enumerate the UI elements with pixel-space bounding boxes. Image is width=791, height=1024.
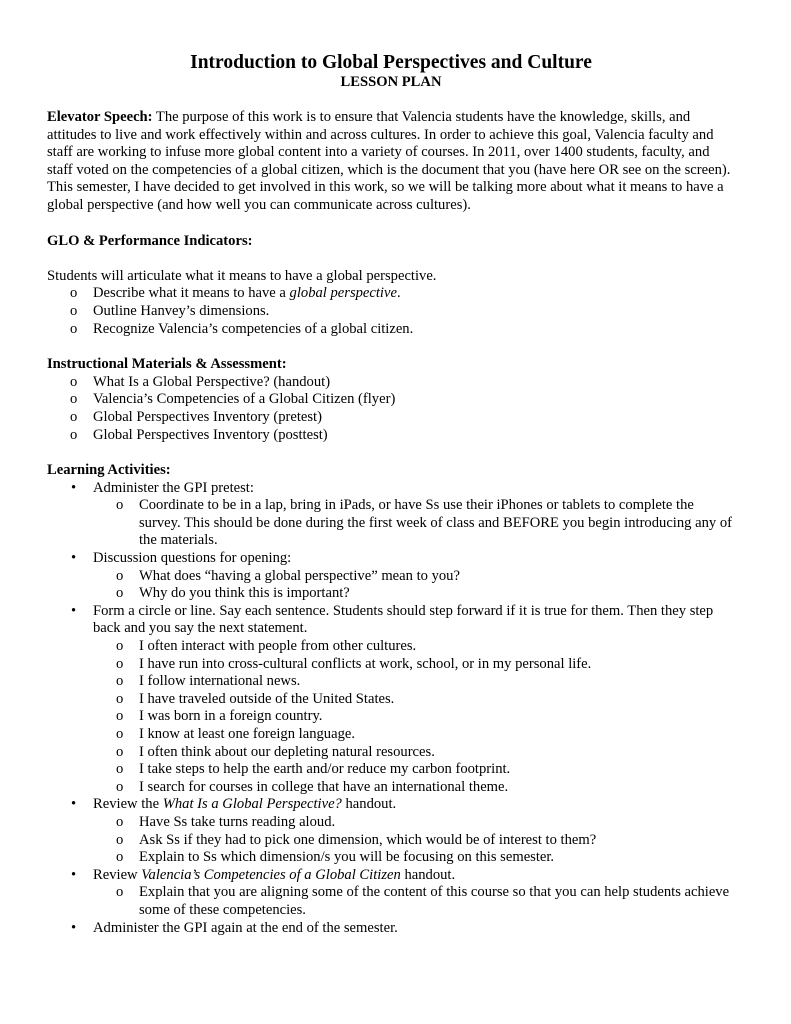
list-item: o I take steps to help the earth and/or reduce my carbon footprint. <box>47 761 735 779</box>
glo-heading: GLO & Performance Indicators: <box>47 232 253 249</box>
list-item: o Why do you think this is important? <box>47 585 735 603</box>
list-item: o I often think about our depleting natural resources. <box>47 744 735 762</box>
list-item: o Explain to Ss which dimension/s you will be focusing on this semester. <box>47 849 735 867</box>
list-item: o I know at least one foreign language. <box>47 726 735 744</box>
activity-item: • Administer the GPI again at the end of the semester. <box>47 920 735 938</box>
list-item: o I have run into cross-cultural conflicts at work, school, or in my personal life. <box>47 656 735 674</box>
list-item: o What Is a Global Perspective? (handout) <box>47 374 735 392</box>
elevator-speech-text: The purpose of this work is to ensure that Valencia students have the knowledge, skills, and attitudes to live and work effectively within and across cultures. In order to achieve this goal, Valencia faculty and staff are working to infuse more global content into a variety of courses. In 2011, over 1400 students, faculty, and staff voted on the competencies of a global citizen, which is the document that you (have here OR see on the screen). This semester, I have decided to get involved in this work, so we will be talking more about what it means to have a global perspective (and how well you can communicate across cultures). <box>47 109 731 213</box>
list-item: o I have traveled outside of the United States. <box>47 691 735 709</box>
glo-intro: Students will articulate what it means to have a global perspective. <box>47 267 437 284</box>
activity-item: • Review Valencia’s Competencies of a Global Citizen handout. <box>47 867 735 885</box>
list-item: o Explain that you are aligning some of the content of this course so that you can help students achieve some of these competencies. <box>47 884 735 919</box>
activity-item: • Administer the GPI pretest: <box>47 480 735 498</box>
list-item: o Global Perspectives Inventory (posttest) <box>47 427 735 445</box>
list-item: o Recognize Valencia’s competencies of a global citizen. <box>47 321 735 339</box>
list-item: o Valencia’s Competencies of a Global Citizen (flyer) <box>47 391 735 409</box>
activities-list <box>47 480 735 498</box>
elevator-speech-label: Elevator Speech: <box>47 109 153 125</box>
materials-list <box>47 374 735 444</box>
glo-indicator-list <box>47 285 735 338</box>
list-item: o Describe what it means to have a global perspective. <box>47 285 735 303</box>
list-item: o Have Ss take turns reading aloud. <box>47 814 735 832</box>
list-item: o I often interact with people from other cultures. <box>47 638 735 656</box>
list-item: o What does “having a global perspective” mean to you? <box>47 568 735 586</box>
elevator-speech <box>47 109 735 215</box>
activity-item: • Discussion questions for opening: <box>47 550 735 568</box>
activity-item: • Review the What Is a Global Perspective? handout. <box>47 796 735 814</box>
list-item: o I was born in a foreign country. <box>47 708 735 726</box>
activities-heading: Learning Activities: <box>47 462 171 479</box>
activity-sublist <box>47 884 735 919</box>
activity-sublist <box>47 568 735 603</box>
document-title: Introduction to Global Perspectives and Culture <box>190 52 592 73</box>
list-item: o Outline Hanvey’s dimensions. <box>47 303 735 321</box>
list-item: o Ask Ss if they had to pick one dimension, which would be of interest to them? <box>47 832 735 850</box>
activity-item: • Form a circle or line. Say each sentence. Students should step forward if it is true for them. Then they step back and you say the next statement. <box>47 603 735 638</box>
list-item: o Coordinate to be in a lap, bring in iPads, or have Ss use their iPhones or tablets to complete the survey. This should be done during the first week of class and BEFORE you begin introducing any of the materials. <box>47 497 735 550</box>
list-item: o I follow international news. <box>47 673 735 691</box>
activity-sublist <box>47 638 735 796</box>
materials-heading: Instructional Materials & Assessment: <box>47 356 287 373</box>
list-item: o Global Perspectives Inventory (pretest) <box>47 409 735 427</box>
activity-sublist <box>47 814 735 867</box>
list-item: o I search for courses in college that have an international theme. <box>47 779 735 797</box>
document-subtitle: LESSON PLAN <box>340 74 442 90</box>
activity-sublist <box>47 497 735 550</box>
